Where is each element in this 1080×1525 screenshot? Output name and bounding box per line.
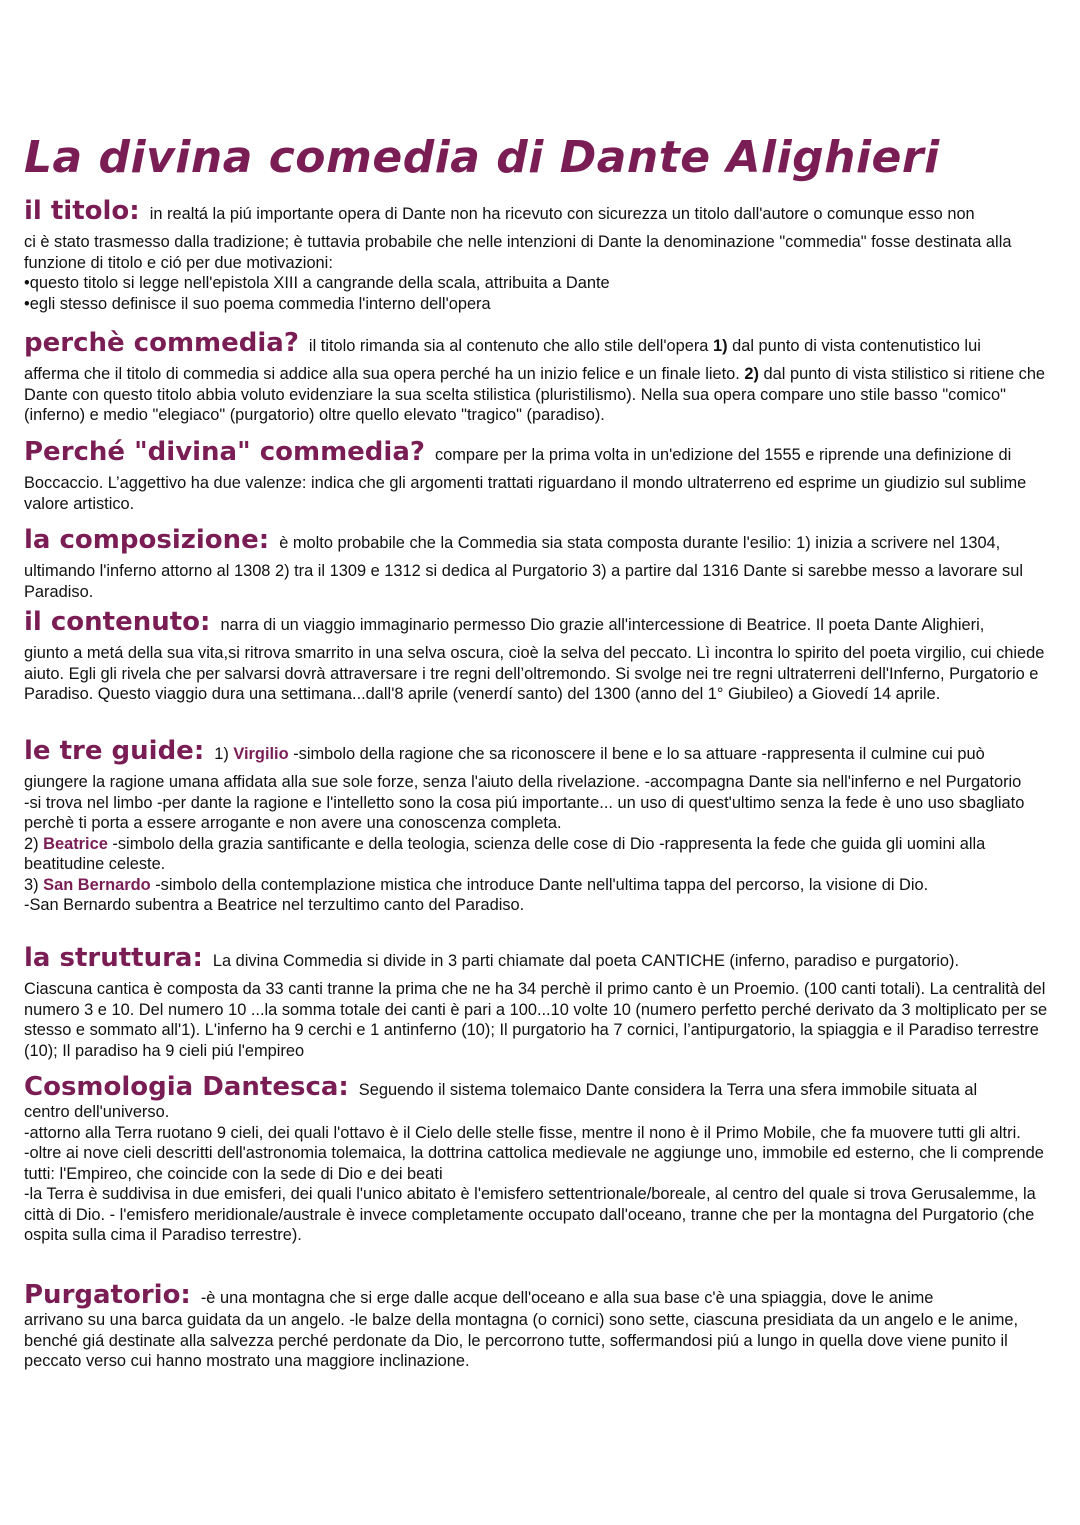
section-lead: Seguendo il sistema tolemaico Dante considera la Terra una sfera immobile situata al bbox=[358, 1081, 978, 1099]
section-body bbox=[24, 772, 1058, 916]
section-contenuto bbox=[24, 607, 1058, 705]
paragraph: -la Terra è suddivisa in due emisferi, dei quali l'unico abitato è l'emisfero settentrionale/boreale, al centro del quale si trova Gerusalemme, la città di Dio. - l'emisfero meridionale/australe è invece completamente occupato dall'oceano, tranne che per la montagna del Purgatorio (che ospita sulla cima il Paradiso terrestre). bbox=[24, 1185, 1036, 1244]
section-body bbox=[24, 232, 1058, 314]
section-heading: Perché "divina" commedia? bbox=[24, 437, 425, 467]
section-body bbox=[24, 1102, 1058, 1246]
guide-name-san-bernardo: San Bernardo bbox=[43, 875, 151, 894]
guide-name-beatrice: Beatrice bbox=[43, 834, 108, 853]
paragraph: centro dell'universo. bbox=[24, 1103, 170, 1121]
paragraph: giunto a metá della sua vita,si ritrova smarrito in una selva oscura, cioè la selva del peccato. Lì incontra lo spirito del poeta virgilio, cui chiede aiuto. Egli gli rivela che per salvarsi dovrà attraversare i tre regni dell’oltremondo. Si svolge nei tre regni ultraterreni dell'Inferno, Purgatorio e Paradiso. Questo viaggio dura una settimana...dall'8 aprile (venerdí santo) del 1300 (anno del 1° Giubileo) a Giovedí 14 aprile. bbox=[24, 644, 1045, 703]
bullet-item: •egli stesso definisce il suo poema commedia l'interno dell'opera bbox=[24, 294, 491, 313]
page-title: La divina comedia di Dante Alighieri bbox=[24, 132, 940, 183]
section-lead: narra di un viaggio immaginario permesso Dio grazie all'intercessione di Beatrice. Il poeta Dante Alighieri, bbox=[220, 616, 985, 634]
section-body bbox=[24, 364, 1058, 426]
section-titolo bbox=[24, 196, 1058, 314]
paragraph: arrivano su una barca guidata da un angelo. -le balze della montagna (o cornici) sono sette, ciascuna presidiata da un angelo e le anime, benché giá destinate alla salvezza perché perdonate da Dio, le percorrono tutte, soffermandosi piú a lungo in quella dove viene punito il peccato verso cui hanno mostrato una maggiore inclinazione. bbox=[24, 1311, 1019, 1370]
section-heading: il titolo: bbox=[24, 196, 140, 226]
section-lead: La divina Commedia si divide in 3 parti chiamate dal poeta CANTICHE (inferno, paradiso e purgatorio). bbox=[212, 952, 960, 970]
section-body bbox=[24, 561, 1058, 602]
section-heading: le tre guide: bbox=[24, 736, 205, 766]
section-struttura bbox=[24, 943, 1058, 1061]
section-body bbox=[24, 1310, 1058, 1372]
paragraph: Ciascuna cantica è composta da 33 canti tranne la prima che ne ha 34 perchè il primo canto è un Proemio. (100 canti totali). La centralità del numero 3 e 10. Del numero 10 ...la somma totale dei canti è pari a 100...10 volte 10 (numero perfetto perché derivato da 3 moltiplicato per se stesso e sommato all'1). L'inferno ha 9 cerchi e 1 antinferno (10); Il purgatorio ha 7 cornici, l’antipurgatorio, la spiaggia e il Paradiso terrestre (10); Il paradiso ha 9 cieli piú l'empireo bbox=[24, 980, 1048, 1060]
section-body bbox=[24, 979, 1058, 1061]
paragraph: giungere la ragione umana affidata alla sue sole forze, senza l'aiuto della rivelazione. -accompagna Dante sia nell'inferno e nel Purgatorio bbox=[24, 773, 1022, 791]
list-number: 2) bbox=[24, 834, 39, 853]
section-body bbox=[24, 473, 1058, 514]
section-perche-commedia bbox=[24, 328, 1058, 426]
paragraph: -simbolo della grazia santificante e della teologia, scienza delle cose di Dio -rappresenta la fede che guida gli uomini alla beatitudine celeste. bbox=[24, 834, 986, 873]
list-number: 1) bbox=[214, 745, 229, 763]
paragraph: dal punto di vista stilistico si ritiene che Dante con questo titolo abbia voluto evidenziare la sua scelta stilistica (pluristilismo). Nella sua opera compare uno stile basso "comico" (inferno) e medio "elegiaco" (purgatorio) oltre quello elevato "tragico" (paradiso). bbox=[24, 365, 1046, 424]
section-purgatorio bbox=[24, 1280, 1058, 1372]
section-lead: -è una montagna che si erge dalle acque dell'oceano e alla sua base c'è una spiaggia, dove le anime bbox=[200, 1289, 934, 1307]
paragraph: -simbolo della contemplazione mistica che introduce Dante nell'ultima tappa del percorso, la visione di Dio. bbox=[155, 875, 929, 894]
section-heading: il contenuto: bbox=[24, 607, 211, 637]
paragraph: -si trova nel limbo -per dante la ragione e l'intelletto sono la cosa piú importante... un uso di quest'ultimo senza la fede è uno uso sbagliato perchè ti porta a essere arrogante e non avere una conoscenza completa. bbox=[24, 793, 1025, 832]
section-heading: perchè commedia? bbox=[24, 328, 299, 358]
paragraph: -San Bernardo subentra a Beatrice nel terzultimo canto del Paradiso. bbox=[24, 896, 525, 914]
section-lead: è molto probabile che la Commedia sia stata composta durante l'esilio: 1) inizia a scrivere nel 1304, bbox=[279, 534, 1001, 552]
paragraph: ci è stato trasmesso dalla tradizione; è tuttavia probabile che nelle intenzioni di Dante la denominazione "commedia" fosse destinata alla funzione di titolo e ció per due motivazioni: bbox=[24, 233, 1012, 272]
section-lead: il titolo rimanda sia al contenuto che allo stile dell'opera bbox=[308, 337, 709, 355]
section-lead: dal punto di vista contenutistico lui bbox=[732, 337, 981, 355]
guide-name-virgilio: Virgilio bbox=[233, 745, 289, 763]
section-lead: compare per la prima volta in un'edizione del 1555 e riprende una definizione di bbox=[434, 446, 1012, 464]
section-body bbox=[24, 643, 1058, 705]
section-heading: Purgatorio: bbox=[24, 1280, 191, 1310]
section-lead: in realtá la piú importante opera di Dante non ha ricevuto con sicurezza un titolo dall'autore o comunque esso non bbox=[149, 205, 975, 223]
section-tre-guide bbox=[24, 736, 1058, 916]
bullet-item: •questo titolo si legge nell'epistola XIII a cangrande della scala, attribuita a Dante bbox=[24, 274, 610, 292]
list-number: 3) bbox=[24, 875, 39, 894]
paragraph: -attorno alla Terra ruotano 9 cieli, dei quali l'ottavo è il Cielo delle stelle fisse, mentre il nono è il Primo Mobile, che fa muovere tutti gli altri. bbox=[24, 1123, 1021, 1142]
section-divina bbox=[24, 437, 1058, 514]
section-heading: la composizione: bbox=[24, 525, 270, 555]
section-cosmologia bbox=[24, 1072, 1058, 1246]
paragraph: afferma che il titolo di commedia si addice alla sua opera perché ha un inizio felice e un finale lieto. bbox=[24, 365, 740, 383]
section-lead: -simbolo della ragione che sa riconoscere il bene e lo sa attuare -rappresenta il culmine cui può bbox=[293, 745, 985, 763]
list-number: 1) bbox=[712, 337, 728, 355]
section-composizione bbox=[24, 525, 1058, 602]
paragraph: ultimando l'inferno attorno al 1308 2) tra il 1309 e 1312 si dedica al Purgatorio 3) a partire dal 1316 Dante si sarebbe messo a lavorare sul Paradiso. bbox=[24, 562, 1023, 601]
paragraph: -oltre ai nove cieli descritti dell'astronomia tolemaica, la dottrina cattolica medievale ne aggiunge uno, immobile ed esterno, che li comprende tutti: l'Empireo, che coincide con la sede di Dio e dei beati bbox=[24, 1144, 1044, 1183]
list-number: 2) bbox=[744, 365, 759, 383]
section-heading: la struttura: bbox=[24, 943, 203, 973]
section-heading: Cosmologia Dantesca: bbox=[24, 1072, 349, 1102]
paragraph: Boccaccio. L’aggettivo ha due valenze: indica che gli argomenti trattati riguardano il mondo ultraterreno ed esprime un giudizio sul sublime valore artistico. bbox=[24, 474, 1027, 513]
